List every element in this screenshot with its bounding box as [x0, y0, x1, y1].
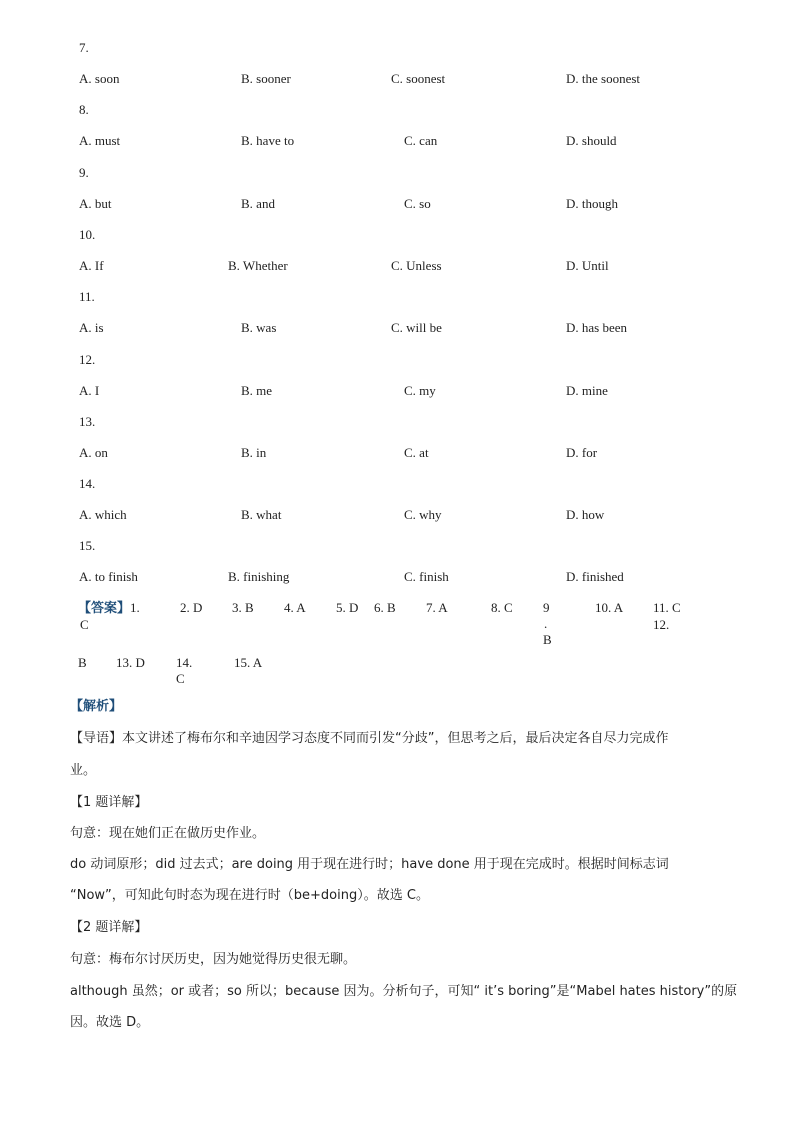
- q2-explanation-2: 因。故选 D。: [70, 1015, 150, 1030]
- option-d: D. though: [566, 196, 618, 211]
- option-b: B. Whether: [228, 258, 288, 273]
- option-a: A. If: [79, 258, 104, 273]
- option-a: A. soon: [79, 71, 120, 86]
- answer-1: 1.: [130, 600, 140, 615]
- option-b: B. and: [241, 196, 275, 211]
- option-d: D. Until: [566, 258, 609, 273]
- option-d: D. the soonest: [566, 71, 641, 86]
- question-number: 11.: [79, 289, 95, 304]
- answer-1-value: C: [80, 617, 89, 632]
- option-d: D. how: [566, 507, 605, 522]
- answer-8: 8. C: [491, 600, 513, 615]
- answer-15: 15. A: [234, 655, 263, 670]
- q1-meaning: 句意：现在她们正在做历史作业。: [70, 826, 266, 841]
- option-c: C. at: [404, 445, 429, 460]
- q1-explanation-1: do 动词原形；did 过去式；are doing 用于现在进行时；have done 用于现在完成时。根据时间标志词: [70, 857, 669, 872]
- option-b: B. me: [241, 383, 273, 398]
- option-d: D. for: [566, 445, 598, 460]
- question-number: 8.: [79, 102, 89, 117]
- answer-3: 3. B: [232, 600, 254, 615]
- option-d: D. has been: [566, 320, 628, 335]
- question-number: 12.: [79, 352, 96, 367]
- option-c: C. can: [404, 133, 438, 148]
- question-number: 9.: [79, 165, 89, 180]
- option-a: A. is: [79, 320, 104, 335]
- option-a: A. but: [79, 196, 112, 211]
- option-b: B. what: [241, 507, 282, 522]
- answer-9-value: B: [543, 632, 552, 647]
- answer-5: 5. D: [336, 600, 359, 615]
- option-d: D. finished: [566, 569, 624, 584]
- option-b: B. finishing: [228, 569, 290, 584]
- answer-12-value: B: [78, 655, 87, 670]
- q1-heading: 【1 题详解】: [70, 795, 148, 810]
- option-c: C. Unless: [391, 258, 442, 273]
- q2-explanation-1: although 虽然；or 或者；so 所以；because 因为。分析句子，可知“ it’s boring”是“Mabel hates history”的原: [70, 984, 738, 999]
- question-number: 13.: [79, 414, 96, 429]
- analysis-intro-cont: 业。: [70, 763, 97, 778]
- option-d: D. mine: [566, 383, 608, 398]
- option-b: B. was: [241, 320, 277, 335]
- question-number: 15.: [79, 538, 96, 553]
- option-a: A. must: [79, 133, 121, 148]
- option-c: C. my: [404, 383, 436, 398]
- answer-9: 9: [543, 600, 550, 615]
- answer-4: 4. A: [284, 600, 306, 615]
- answer-14-value: C: [176, 671, 185, 686]
- option-a: A. to finish: [79, 569, 138, 584]
- option-c: C. why: [404, 507, 442, 522]
- answer-6: 6. B: [374, 600, 396, 615]
- q1-explanation-2: “Now”，可知此句时态为现在进行时（be+doing）。故选 C。: [70, 888, 429, 903]
- question-number: 14.: [79, 476, 96, 491]
- answer-label: 【答案】: [78, 600, 131, 615]
- answer-7: 7. A: [426, 600, 448, 615]
- answer-10: 10. A: [595, 600, 624, 615]
- answer-13: 13. D: [116, 655, 145, 670]
- option-c: C. finish: [404, 569, 449, 584]
- answer-9-dot: .: [544, 616, 548, 631]
- answer-2: 2. D: [180, 600, 203, 615]
- option-b: B. in: [241, 445, 267, 460]
- option-c: C. so: [404, 196, 431, 211]
- question-number: 7.: [79, 40, 89, 55]
- answer-12: 12.: [653, 617, 670, 632]
- answer-11: 11. C: [653, 600, 681, 615]
- answer-14: 14.: [176, 655, 193, 670]
- option-b: B. sooner: [241, 71, 291, 86]
- question-number: 10.: [79, 227, 96, 242]
- option-c: C. will be: [391, 320, 442, 335]
- analysis-label: 【解析】: [70, 699, 123, 714]
- option-d: D. should: [566, 133, 617, 148]
- option-b: B. have to: [241, 133, 295, 148]
- option-c: C. soonest: [391, 71, 446, 86]
- q2-meaning: 句意：梅布尔讨厌历史，因为她觉得历史很无聊。: [70, 952, 357, 967]
- option-a: A. which: [79, 507, 127, 522]
- option-a: A. I: [79, 383, 100, 398]
- q2-heading: 【2 题详解】: [70, 920, 148, 935]
- analysis-intro: 【导语】本文讲述了梅布尔和辛迪因学习态度不同而引发“分歧”，但思考之后，最后决定各自尽力完成作: [70, 731, 669, 746]
- option-a: A. on: [79, 445, 108, 460]
